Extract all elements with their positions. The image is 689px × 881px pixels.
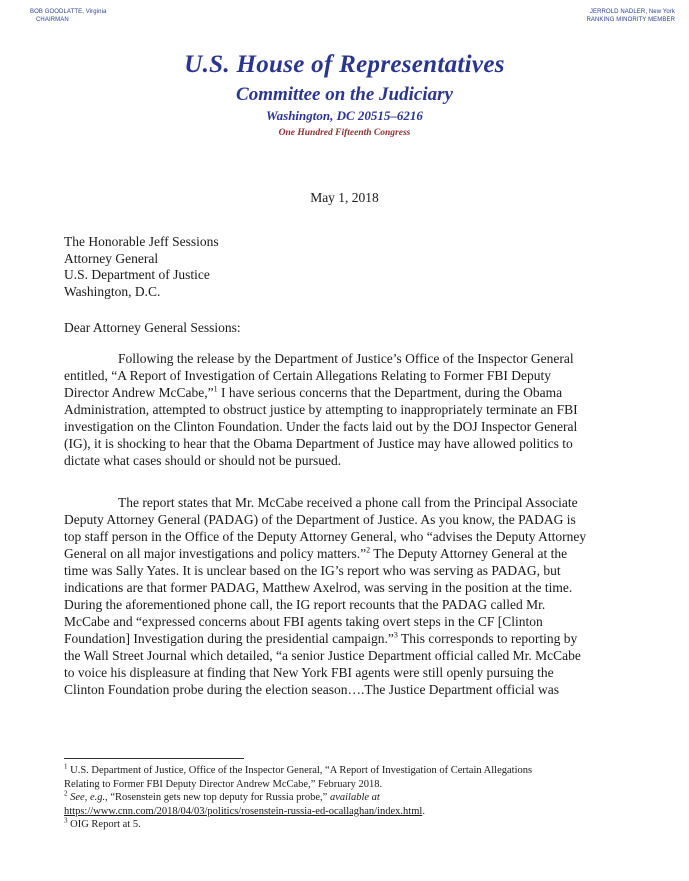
paragraph-line: Following the release by the Department of Justice’s Office of the Inspector General bbox=[118, 351, 574, 366]
footnote-link[interactable]: https://www.cnn.com/2018/04/03/politics/rosenstein-russia-ed-ocallaghan/index.html bbox=[64, 805, 423, 817]
paragraph-line: indications are that former PADAG, Matthew Axelrod, was serving in the position at the time. bbox=[64, 580, 573, 595]
paragraph-line: Administration, attempted to obstruct justice by attempting to inappropriately terminate an FBI bbox=[64, 402, 578, 417]
chairman-title: CHAIRMAN bbox=[36, 17, 69, 23]
paragraph-line: dictate what cases should or should not be pursued. bbox=[64, 453, 342, 468]
paragraph-line: Deputy Attorney General (PADAG) of the Department of Justice. As you know, the PADAG is bbox=[64, 512, 576, 527]
ranking-member-block bbox=[586, 8, 675, 24]
text-run: General on all major investigations and policy matters.” bbox=[64, 546, 367, 561]
footnote-text: U.S. Department of Justice, Office of the Inspector General, “A Report of Investigation of Certain Allegations bbox=[70, 765, 533, 776]
footnote-number: 3 bbox=[64, 816, 68, 825]
salutation: Dear Attorney General Sessions: bbox=[64, 320, 241, 335]
chairman-name: BOB GOODLATTE, Virginia bbox=[30, 9, 107, 15]
ranking-member-title: RANKING MINORITY MEMBER bbox=[586, 17, 675, 23]
paragraph-2 bbox=[64, 494, 684, 698]
paragraph-line bbox=[64, 384, 684, 401]
footnote-2-cont bbox=[64, 805, 684, 819]
paragraph-line: investigation on the Clinton Foundation. Under the facts laid out by the DOJ Inspector General bbox=[64, 419, 578, 434]
footnote-ref-1: 1 bbox=[213, 384, 218, 394]
footnote-divider bbox=[64, 758, 244, 759]
footnote-number: 1 bbox=[64, 762, 68, 771]
congress-masthead: One Hundred Fifteenth Congress bbox=[278, 128, 411, 138]
footnote-text: OIG Report at 5. bbox=[70, 819, 141, 830]
text-run: This corresponds to reporting by bbox=[397, 631, 578, 646]
paragraph-line: to voice his displeasure at finding that New York FBI agents were still openly pursuing the bbox=[64, 665, 554, 680]
text-run: Foundation] Investigation during the presidential campaign.” bbox=[64, 631, 394, 646]
footnote-number: 2 bbox=[64, 789, 68, 798]
chairman-block bbox=[30, 8, 106, 24]
committee-masthead: Committee on the Judiciary bbox=[236, 84, 453, 105]
paragraph-1 bbox=[64, 350, 684, 469]
footnote-see: See, e.g. bbox=[70, 792, 106, 803]
footnote-1 bbox=[64, 764, 684, 778]
footnote-available: available at bbox=[329, 792, 380, 803]
paragraph-line: The report states that Mr. McCabe received a phone call from the Principal Associate bbox=[118, 495, 578, 510]
letter-date: May 1, 2018 bbox=[310, 190, 379, 205]
addressee-line: U.S. Department of Justice bbox=[64, 267, 210, 282]
footnote-ref-2: 2 bbox=[366, 545, 371, 555]
footnote-3 bbox=[64, 818, 684, 832]
paragraph-line: McCabe and “expressed concerns about FBI agents taking overt steps in the CF [Clinton bbox=[64, 614, 543, 629]
footnote-text: , “Rosenstein gets new top deputy for Russia probe,” bbox=[105, 792, 330, 803]
paragraph-line: Clinton Foundation probe during the election season….The Justice Department official was bbox=[64, 682, 560, 697]
footnote-2 bbox=[64, 791, 684, 805]
text-run: I have serious concerns that the Department, during the Obama bbox=[217, 385, 563, 400]
footnotes bbox=[64, 764, 684, 832]
house-masthead: U.S. House of Representatives bbox=[184, 51, 505, 78]
paragraph-line: During the aforementioned phone call, the IG report recounts that the PADAG called Mr. bbox=[64, 597, 546, 612]
paragraph-line bbox=[64, 630, 684, 647]
addressee-line: Washington, D.C. bbox=[64, 283, 161, 299]
addressee-line: Attorney General bbox=[64, 250, 159, 266]
paragraph-line: entitled, “A Report of Investigation of Certain Allegations Relating to Former FBI Deputy bbox=[64, 368, 552, 383]
paragraph-line: top staff person in the Office of the Deputy Attorney General, who “advises the Deputy Attorney bbox=[64, 529, 587, 544]
paragraph-line: the Wall Street Journal which detailed, “a senior Justice Department official called Mr. McCabe bbox=[64, 648, 581, 663]
footnote-ref-3: 3 bbox=[393, 630, 398, 640]
addressee-block bbox=[64, 234, 219, 300]
paragraph-line: time was Sally Yates. It is unclear based on the IG’s report who was serving as PADAG, but bbox=[64, 563, 561, 578]
text-run: The Deputy Attorney General at the bbox=[370, 546, 568, 561]
footnote-text: . bbox=[422, 805, 425, 817]
city-masthead: Washington, DC 20515–6216 bbox=[266, 108, 423, 123]
addressee-line: The Honorable Jeff Sessions bbox=[64, 234, 219, 249]
paragraph-line bbox=[64, 545, 684, 562]
text-run: Director Andrew McCabe,” bbox=[64, 385, 214, 400]
paragraph-line: (IG), it is shocking to hear that the Obama Department of Justice may have allowed politics to bbox=[64, 436, 573, 451]
footnote-1-cont: Relating to Former FBI Deputy Director Andrew McCabe,” February 2018. bbox=[64, 778, 383, 790]
ranking-member-name: JERROLD NADLER, New York bbox=[589, 9, 675, 15]
